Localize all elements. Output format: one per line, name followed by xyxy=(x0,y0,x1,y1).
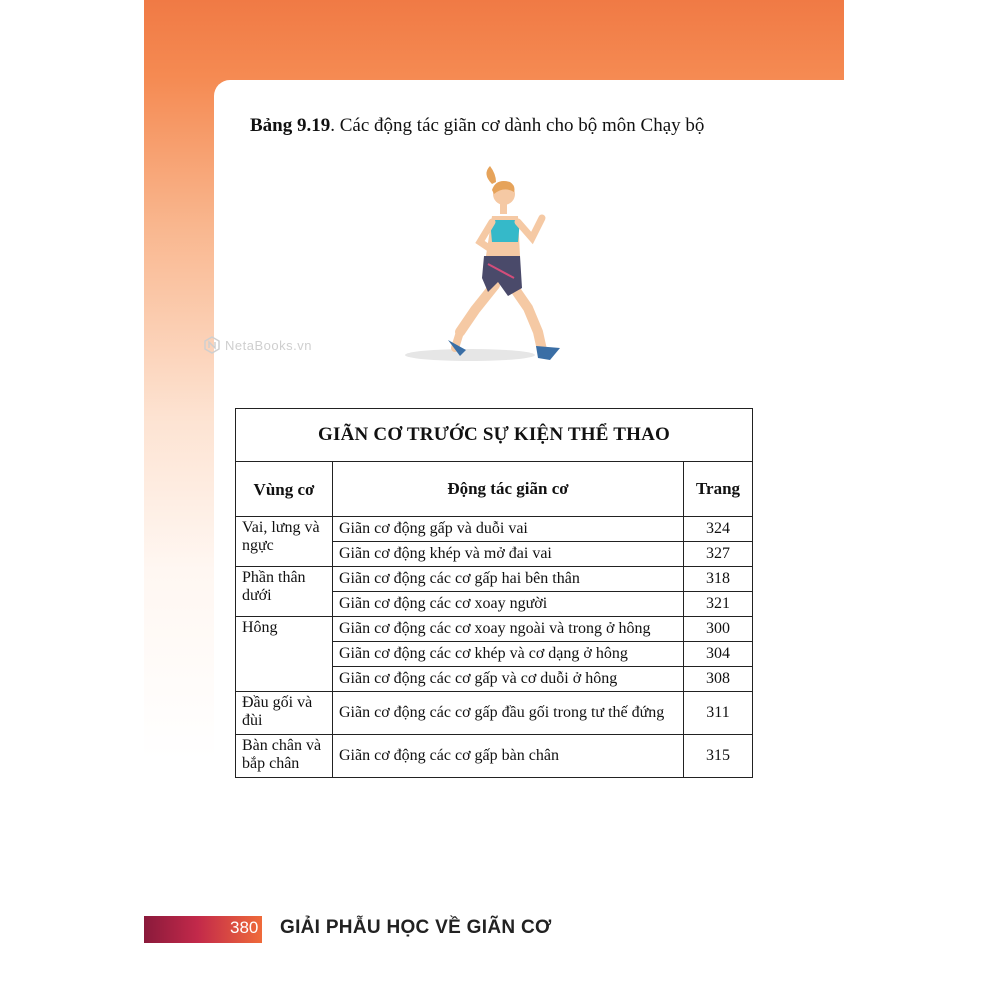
region-cell: Bàn chân và bắp chân xyxy=(236,735,333,778)
header-region: Vùng cơ xyxy=(236,462,333,517)
page-cell: 304 xyxy=(684,642,753,667)
exercise-cell: Giãn cơ động các cơ gấp hai bên thân xyxy=(333,567,684,592)
table-header-row xyxy=(236,462,753,517)
table-row xyxy=(236,735,753,778)
page-cell: 308 xyxy=(684,667,753,692)
exercise-cell: Giãn cơ động các cơ gấp đầu gối trong tư thế đứng xyxy=(333,692,684,735)
table-title: GIÃN CƠ TRƯỚC SỰ KIỆN THỂ THAO xyxy=(236,409,753,462)
region-cell: Hông xyxy=(236,617,333,692)
page-cell: 311 xyxy=(684,692,753,735)
page-cell: 318 xyxy=(684,567,753,592)
stretch-table xyxy=(235,408,753,778)
page-cell: 321 xyxy=(684,592,753,617)
watermark-logo-icon xyxy=(203,336,221,354)
table-title-row xyxy=(236,409,753,462)
table-row xyxy=(236,692,753,735)
table-row xyxy=(236,517,753,542)
table-row xyxy=(236,567,753,592)
exercise-cell: Giãn cơ động các cơ xoay người xyxy=(333,592,684,617)
caption-label: Bảng 9.19 xyxy=(250,115,331,136)
watermark xyxy=(203,336,312,354)
exercise-cell: Giãn cơ động khép và mở đai vai xyxy=(333,542,684,567)
header-page: Trang xyxy=(684,462,753,517)
page-number: 380 xyxy=(230,918,259,937)
region-cell: Vai, lưng và ngực xyxy=(236,517,333,567)
watermark-text: NetaBooks.vn xyxy=(225,338,312,353)
exercise-cell: Giãn cơ động các cơ khép và cơ dạng ở hông xyxy=(333,642,684,667)
exercise-cell: Giãn cơ động các cơ gấp và cơ duỗi ở hông xyxy=(333,667,684,692)
page-cell: 300 xyxy=(684,617,753,642)
runner-illustration xyxy=(400,160,570,375)
book-title: GIẢI PHẪU HỌC VỀ GIÃN CƠ xyxy=(280,917,552,938)
caption-text: . Các động tác giãn cơ dành cho bộ môn Chạy bộ xyxy=(330,115,705,136)
table-row xyxy=(236,617,753,642)
page-cell: 324 xyxy=(684,517,753,542)
page-cell: 327 xyxy=(684,542,753,567)
header-exercise: Động tác giãn cơ xyxy=(333,462,684,517)
page-cell: 315 xyxy=(684,735,753,778)
table-caption xyxy=(250,115,704,137)
exercise-cell: Giãn cơ động các cơ xoay ngoài và trong ở hông xyxy=(333,617,684,642)
exercise-cell: Giãn cơ động các cơ gấp bàn chân xyxy=(333,735,684,778)
region-cell: Phần thân dưới xyxy=(236,567,333,617)
region-cell: Đầu gối và đùi xyxy=(236,692,333,735)
exercise-cell: Giãn cơ động gấp và duỗi vai xyxy=(333,517,684,542)
